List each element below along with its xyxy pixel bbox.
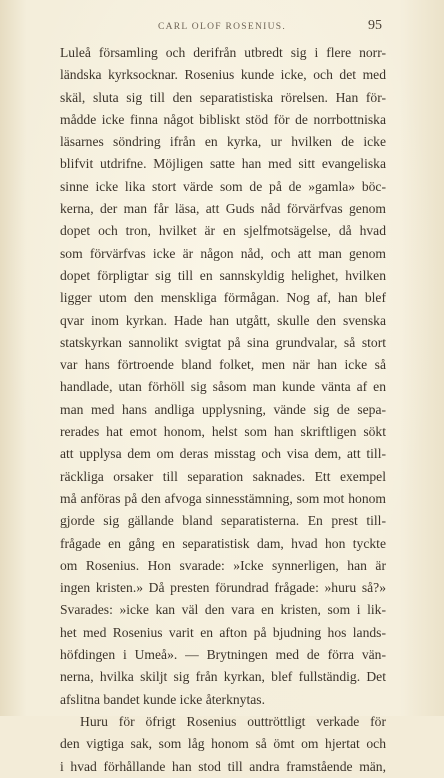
text-line: må anföras på den afvoga sinnesstämning, som mot honom — [60, 490, 386, 506]
text-line-paragraph-end: afslitna bandet kunde icke återknytas. — [60, 691, 265, 707]
text-line: om Rosenius. Hon svarade: »Icke synnerligen, han är — [60, 557, 386, 573]
text-line: Luleå församling och derifrån utbredt sig i flere norr- — [60, 45, 386, 60]
text-line: att upplysa dem om deras misstag och visa dem, att till- — [60, 446, 386, 462]
text-line: höfdingen i Umeå». — Brytningen med de förra vän- — [60, 647, 386, 663]
text-line: man med hans andliga upplysning, vände sig de sepa- — [60, 401, 386, 417]
running-head — [0, 18, 444, 40]
text-line: dopet och tron, hvilket är en sjelfmotsägelse, då hvad — [60, 223, 386, 239]
text-line: qvar inom kyrkan. Hade han utgått, skulle den svenska — [60, 312, 386, 328]
text-line: nerna, hvilka skiljt sig från kyrkan, blef fullständig. Det — [60, 669, 386, 685]
text-line: sinne icke lika stort värde som de på de »gamla» böc- — [60, 178, 386, 194]
text-line: som förvärfvas icke är någon nåd, och att man genom — [60, 245, 386, 261]
text-line: handlade, utan förhöll sig såsom man kunde vänta af en — [60, 379, 386, 395]
text-line-paragraph-start: Huru för öfrigt Rosenius outtröttligt verkade för — [80, 713, 386, 729]
text-line: dopet förpligtar sig till en sannskyldig helighet, hvilken — [60, 267, 386, 283]
text-line: het med Rosenius varit en afton på bjudning hos lands- — [60, 624, 386, 640]
text-line: rerades hat emot honom, helst som han skriftligen sökt — [60, 424, 386, 440]
text-line: statskyrkan sannolikt svigtat på sina grundvalar, så stort — [60, 334, 386, 350]
text-line: skäl, sluta sig till den separatistiska rörelsen. Han för- — [60, 89, 386, 105]
text-line: läsarnes söndring ifrån en kyrka, ur hvilken de icke — [60, 134, 386, 150]
text-line: gjorde sig gällande bland separatisterna. En prest till- — [60, 513, 386, 529]
running-title: CARL OLOF ROSENIUS. — [157, 22, 287, 32]
text-line: räckliga orsaker till separation saknades. Ett exempel — [60, 468, 386, 484]
text-line: var hans förtroende bland folket, men när han icke så — [60, 357, 386, 373]
text-line: den vigtiga sak, som låg honom så ömt om hjertat och — [60, 736, 386, 752]
text-line: Svarades: »icke kan väl den vara en kristen, som i lik- — [60, 602, 386, 618]
text-line: kerna, der man får läsa, att Guds nåd förvärfvas genom — [60, 201, 386, 217]
page-number: 95 — [368, 18, 382, 33]
text-line: frågade en gång en separatistisk dam, hvad hon tyckte — [60, 535, 386, 551]
text-line: mådde icke finna något bibliskt stöd för de norrbottniska — [60, 111, 386, 127]
text-line: ländska kyrksocknar. Rosenius kunde icke, och det med — [60, 67, 386, 83]
text-line: i hvad förhållande han stod till andra framstående män, — [60, 758, 386, 774]
text-line: ingen kristen.» Då presten förundrad frågade: »huru så?» — [60, 580, 386, 596]
body-text — [60, 42, 386, 778]
text-line: blifvit utdrifne. Möjligen satte han med sitt evangeliska — [60, 156, 386, 172]
text-line: ligger utom den menskliga förmågan. Nog af, han blef — [60, 290, 386, 306]
